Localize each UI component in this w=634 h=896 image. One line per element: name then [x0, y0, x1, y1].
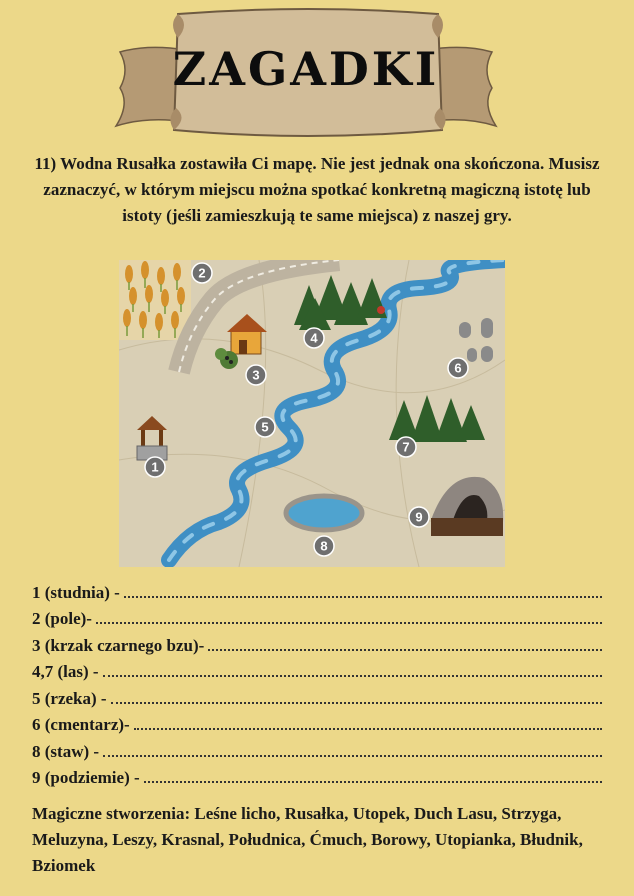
answer-line[interactable] — [32, 709, 602, 736]
answer-label: 8 (staw) - — [32, 741, 100, 761]
answer-blank[interactable] — [103, 674, 602, 677]
fantasy-map — [119, 260, 505, 567]
svg-text:6: 6 — [454, 360, 462, 376]
answer-blank[interactable] — [208, 648, 602, 651]
wheat-field-icon — [119, 260, 191, 340]
svg-text:8: 8 — [320, 538, 328, 554]
answer-blank[interactable] — [124, 595, 602, 598]
answer-blank[interactable] — [134, 727, 602, 730]
answer-line[interactable] — [32, 629, 602, 656]
answer-label: 9 (podziemie) - — [32, 768, 140, 787]
answer-label: 4,7 (las) - — [32, 662, 99, 681]
svg-text:2: 2 — [198, 265, 206, 281]
answer-line[interactable] — [32, 735, 602, 762]
answer-label: 1 (studnia) - — [32, 582, 120, 602]
map-marker — [246, 365, 266, 385]
svg-text:9: 9 — [415, 509, 423, 525]
answer-line[interactable] — [32, 682, 602, 709]
creatures-list: Magiczne stworzenia: Leśne licho, Rusałka, Utopek, Duch Lasu, Strzyga, Meluzyna, Leszy, Krasnal, Południca, Ćmuch, Borowy, Utopianka, Błudnik, Bziomek — [32, 804, 583, 875]
answer-line[interactable] — [32, 762, 602, 789]
svg-text:1: 1 — [151, 459, 159, 475]
title-banner — [108, 4, 504, 144]
map-marker — [304, 328, 324, 348]
svg-text:7: 7 — [402, 439, 410, 455]
answer-label: 6 (cmentarz)- — [32, 715, 130, 734]
answer-blank[interactable] — [96, 621, 602, 624]
answer-label: 2 (pole)- — [32, 609, 92, 628]
task-instructions: 11) Wodna Rusałka zostawiła Ci mapę. Nie jest jednak ona skończona. Musisz zaznaczyć, w którym miejscu można spotkać konkretną magiczną istotę lub istoty (jeśli zamieszkują te same miejsca) z naszej gry. — [34, 154, 600, 225]
answer-blank[interactable] — [144, 780, 602, 783]
answer-line[interactable] — [32, 656, 602, 683]
map-marker — [314, 536, 334, 556]
svg-text:5: 5 — [261, 419, 269, 435]
map-marker — [396, 437, 416, 457]
map-marker — [255, 417, 275, 437]
map-marker — [409, 507, 429, 527]
answer-line[interactable] — [32, 576, 602, 603]
answer-line[interactable] — [32, 603, 602, 630]
answer-lines — [32, 576, 602, 788]
pond-icon — [286, 496, 362, 530]
map-marker — [145, 457, 165, 477]
svg-text:3: 3 — [252, 367, 260, 383]
map-marker — [448, 358, 468, 378]
answer-label: 3 (krzak czarnego bzu)- — [32, 635, 205, 655]
answer-label: 5 (rzeka) - — [32, 688, 107, 708]
answer-blank[interactable] — [111, 701, 602, 704]
answer-blank[interactable] — [103, 754, 602, 757]
map-marker — [192, 263, 212, 283]
svg-text:4: 4 — [310, 330, 318, 346]
page-title: ZAGADKI — [172, 42, 440, 96]
